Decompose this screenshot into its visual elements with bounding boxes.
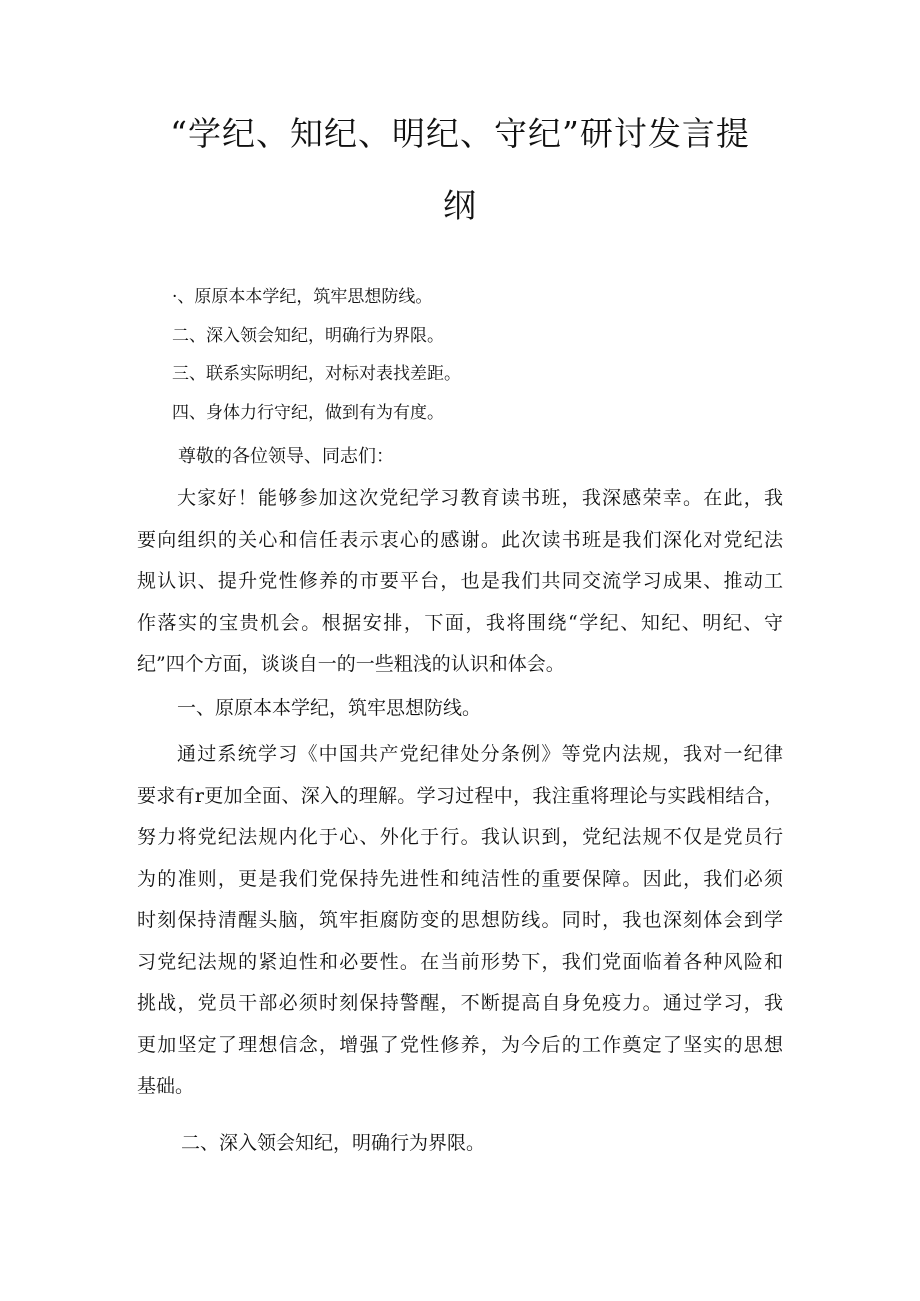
paragraph-line: 时刻保持清醒头脑，筑牢拒腐防变的思想防线。同时，我也深刻体会到学 (137, 909, 783, 931)
outline-item: 二、深入领会知纪，明确行为界限。 (172, 325, 444, 346)
paragraph-line: 规认识、提升党性修养的市要平台，也是我们共同交流学习成果、推动工 (137, 570, 783, 592)
intro-paragraph (137, 478, 783, 686)
paragraph-line: 纪”四个方面，谈谈自一的一些粗浅的认识和体会。 (137, 653, 565, 675)
outline-item: 四、身体力行守纪，做到有为有度。 (172, 402, 444, 423)
document-title-line-2: 纲 (443, 186, 477, 225)
paragraph-line: 要求有r更加全面、深入的理解。学习过程中，我注重将理论与实践相结合， (137, 784, 783, 807)
outline-item: ·、原原本本学纪，筑牢思想防线。 (172, 287, 433, 307)
paragraph-line: 基础。 (137, 1075, 195, 1097)
paragraph-line: 为的准则，更是我们党保持先进性和纯洁性的重要保障。因此，我们必须 (137, 867, 783, 890)
paragraph-line: 通过系统学习《中国共产党纪律处分条例》等党内法规，我对一纪律 (177, 743, 783, 765)
outline-list (172, 287, 461, 441)
greeting: 尊敬的各位领导、同志们： (178, 446, 394, 467)
section-1-heading: 一、原原本本学纪，筑牢思想防线。 (177, 697, 482, 719)
section-1-paragraph (137, 734, 783, 1108)
paragraph-line: 大家好！能够参加这次党纪学习教育读书班，我深感荣幸。在此，我 (177, 487, 783, 509)
paragraph-line: 努力将党纪法规内化于心、外化于行。我认识到，党纪法规不仅是党员行 (137, 826, 783, 848)
section-2-heading: 二、深入领会知纪，明确行为界限。 (181, 1132, 486, 1154)
paragraph-line: 作落实的宝贵机会。根据安排，下面，我将围绕“学纪、知纪、明纪、守 (137, 611, 783, 634)
paragraph-line: 习党纪法规的紧迫性和必要性。在当前形势下，我们党面临着各种风险和 (137, 950, 783, 973)
document-title-line-1: “学纪、知纪、明纪、守纪”研讨发言提 (170, 114, 750, 153)
paragraph-line: 更加坚定了理想信念，增强了党性修养，为今后的工作奠定了坚实的思想 (137, 1033, 783, 1056)
paragraph-line: 要向组织的关心和信任表示衷心的感谢。此次读书班是我们深化对党纪法 (137, 528, 783, 551)
paragraph-line: 挑战，党员干部必须时刻保持警醒，不断提高自身免疫力。通过学习，我 (137, 992, 783, 1014)
outline-item: 三、联系实际明纪，对标对表找差距。 (172, 364, 461, 384)
